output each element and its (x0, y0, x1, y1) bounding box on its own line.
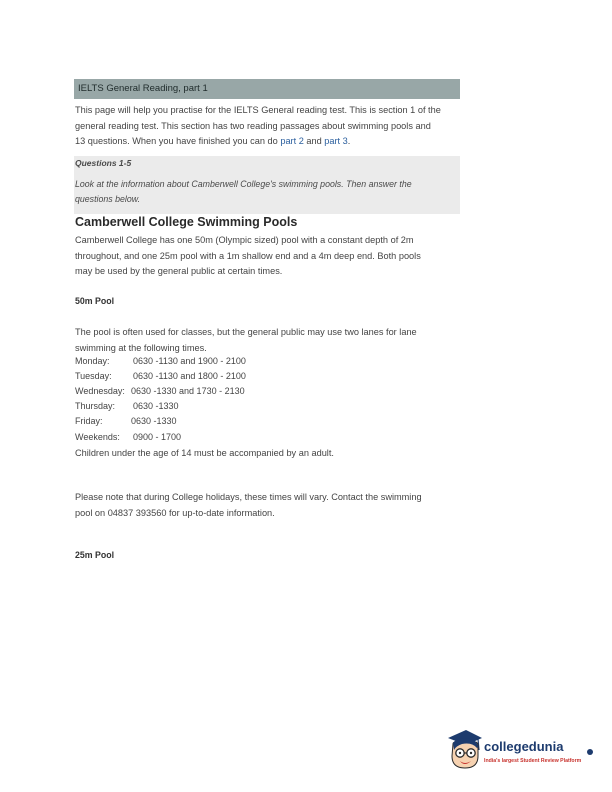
schedule-row (75, 401, 179, 416)
schedule-row (75, 432, 182, 447)
mascot-icon (444, 728, 484, 774)
schedule-day: Tuesday: (75, 371, 112, 381)
page-title: IELTS General Reading, part 1 (78, 83, 208, 94)
pool-25m-heading: 25m Pool (75, 550, 115, 560)
intro-line-1: This page will help you practise for the IELTS General reading test. This is section 1 of the (75, 105, 441, 115)
logo-wordmark: collegedunia (484, 739, 564, 754)
schedule-day: Weekends: (75, 432, 120, 442)
questions-line-2: questions below. (75, 194, 141, 204)
intro-line-3-text: 13 questions. When you have finished you can do (75, 136, 281, 146)
intro-line-3-and: and (303, 136, 325, 146)
schedule-times: 0630 -1330 (133, 401, 179, 411)
pool-50m-line-2: swimming at the following times. (75, 342, 207, 353)
article-paragraph (75, 233, 465, 280)
holiday-line-1: Please note that during College holidays, these times will vary. Contact the swimming (75, 492, 422, 502)
schedule-row (75, 386, 245, 401)
article-heading: Camberwell College Swimming Pools (75, 215, 298, 229)
schedule-times: 0630 -1130 and 1900 - 2100 (133, 356, 246, 366)
schedule-day: Thursday: (75, 401, 116, 411)
schedule-times: 0630 -1330 and 1730 - 2130 (131, 386, 245, 396)
schedule-row (75, 371, 246, 386)
questions-title: Questions 1-5 (75, 158, 132, 168)
holiday-line-2: pool on 04837 393560 for up-to-date information. (75, 507, 275, 518)
article-line-1: Camberwell College has one 50m (Olympic sized) pool with a constant depth of 2m (75, 235, 414, 245)
schedule-day: Wednesday: (75, 386, 125, 396)
part-3-link[interactable]: part 3 (324, 136, 348, 146)
schedule-times: 0900 - 1700 (133, 432, 182, 442)
questions-instructions (75, 177, 457, 207)
article-line-2: throughout, and one 25m pool with a 1m shallow end and a 4m deep end. Both pools (75, 250, 421, 261)
schedule-day: Monday: (75, 356, 110, 366)
children-note: Children under the age of 14 must be accompanied by an adult. (75, 448, 334, 458)
pool-50m-heading: 50m Pool (75, 296, 115, 306)
intro-line-3 (75, 134, 465, 150)
intro-line-2: general reading test. This section has two reading passages about swimming pools and (75, 120, 431, 131)
schedule-times: 0630 -1130 and 1800 - 2100 (133, 371, 246, 381)
logo-tagline: India's largest Student Review Platform (484, 758, 582, 764)
schedule-row (75, 356, 246, 371)
part-2-link[interactable]: part 2 (280, 136, 304, 146)
pool-50m-intro (75, 325, 465, 356)
holiday-note (75, 490, 465, 521)
schedule-row (75, 416, 177, 431)
intro-line-3-end: . (347, 136, 351, 146)
schedule-day: Friday: (75, 416, 103, 426)
pool-50m-line-1: The pool is often used for classes, but the general public may use two lanes for lane (75, 327, 417, 337)
logo-dot-icon (587, 749, 593, 755)
article-line-3: may be used by the general public at certain times. (75, 266, 283, 276)
intro-paragraph (75, 103, 465, 150)
schedule-times: 0630 -1330 (131, 416, 177, 426)
questions-line-1: Look at the information about Camberwell College's swimming pools. Then answer the (75, 179, 412, 189)
